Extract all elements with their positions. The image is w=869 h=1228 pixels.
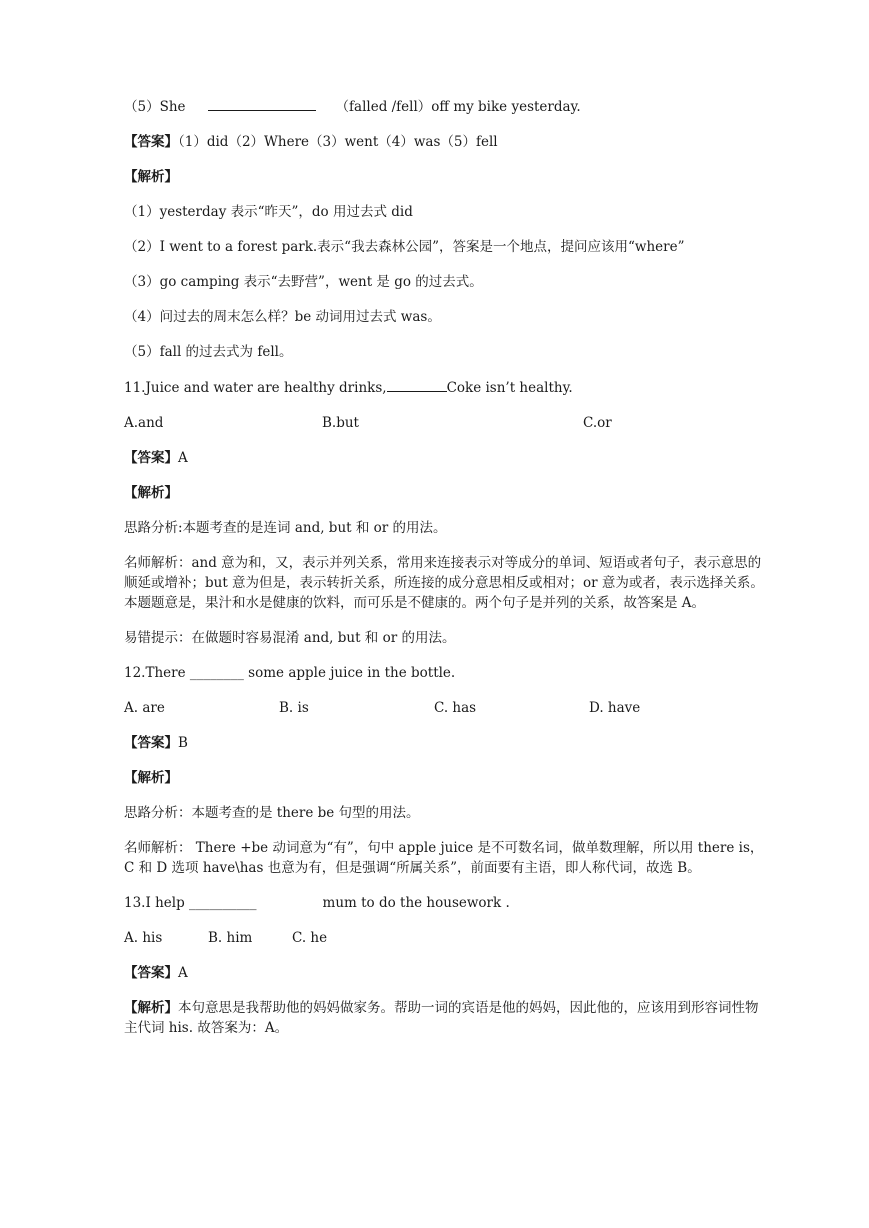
analysis-tag: 【解析】 — [124, 169, 178, 185]
answer-text: （1）did（2）Where（3）went（4）was（5）fell — [178, 134, 498, 150]
q12-analysis-1: 思路分析：本题考查的是 there be 句型的用法。 — [124, 805, 420, 821]
q11-analysis-2: 名师解析：and 意为和，又，表示并列关系，常用来连接表示对等成分的单词、短语或者句子，表示意思的顺延或增补；but 意为但是，表示转折关系，所连接的成分意思相反或相对；or 意为或者，表示选择关系。本题题意是，果汁和水是健康的饮料，而可乐是不健康的。两个句子是并列的关系，故答案是 A。 — [124, 555, 764, 611]
q12-options — [124, 698, 764, 718]
answer-tag: 【答案】 — [124, 965, 178, 981]
option-c[interactable]: C. has — [434, 700, 477, 716]
q12-stem: 12.There ________ some apple juice in the bottle. — [124, 665, 456, 681]
q10-analysis-line-4: （4）问过去的周末怎么样？be 动词用过去式 was。 — [124, 309, 441, 325]
option-c[interactable]: C. he — [292, 930, 328, 946]
q10-analysis-line-3: （3）go camping 表示“去野营”，went 是 go 的过去式。 — [124, 274, 483, 290]
option-d[interactable]: D. have — [589, 700, 641, 716]
document-page — [124, 96, 764, 1053]
q13-stem-before: 13.I help __________ — [124, 895, 257, 911]
analysis-tag: 【解析】 — [124, 1000, 178, 1016]
q13-options — [124, 928, 764, 948]
q10-analysis-line-5: （5）fall 的过去式为 fell。 — [124, 344, 293, 360]
answer-text: B — [178, 735, 188, 751]
q11-analysis-3: 易错提示：在做题时容易混淆 and, but 和 or 的用法。 — [124, 630, 456, 646]
q13-stem-after: mum to do the housework . — [322, 895, 510, 911]
q11-answer — [124, 448, 764, 468]
option-a[interactable]: A.and — [124, 415, 164, 431]
q12-analysis-2: 名师解析： There +be 动词意为“有”，句中 apple juice 是不可数名词，做单数理解，所以用 there is，C 和 D 选项 have\has 也意为有，但是强调“所属关系”，前面要有主语，即人称代词，故选 B。 — [124, 840, 764, 876]
q12-answer — [124, 733, 764, 753]
option-b[interactable]: B. him — [208, 930, 253, 946]
q11-analysis-1: 思路分析:本题考查的是连词 and, but 和 or 的用法。 — [124, 520, 447, 536]
q11-options — [124, 413, 764, 433]
option-a[interactable]: A. are — [124, 700, 165, 716]
answer-text: A — [178, 450, 188, 466]
q10-analysis-line-1: （1）yesterday 表示“昨天”，do 用过去式 did — [124, 204, 413, 220]
q10-item-5 — [124, 96, 764, 117]
q13-stem — [124, 893, 764, 913]
answer-tag: 【答案】 — [124, 450, 178, 466]
option-a[interactable]: A. his — [124, 930, 163, 946]
fill-blank[interactable] — [208, 96, 316, 111]
q10-item-5-prefix: （5）She — [124, 99, 186, 115]
analysis-tag: 【解析】 — [124, 770, 178, 786]
q11-stem-after: Coke isn’t healthy. — [446, 380, 573, 396]
q10-analysis-line-2: （2）I went to a forest park.表示“我去森林公园”，答案是一个地点，提问应该用“where” — [124, 239, 685, 255]
fill-blank[interactable] — [387, 377, 447, 392]
q13-answer — [124, 963, 764, 983]
option-b[interactable]: B. is — [279, 700, 309, 716]
answer-tag: 【答案】 — [124, 134, 178, 150]
option-b[interactable]: B.but — [322, 415, 359, 431]
q11-stem — [124, 377, 764, 398]
q10-item-5-suffix: （falled /fell）off my bike yesterday. — [335, 99, 581, 115]
analysis-tag: 【解析】 — [124, 485, 178, 501]
analysis-text: 本句意思是我帮助他的妈妈做家务。帮助一词的宾语是他的妈妈，因此他的，应该用到形容词性物主代词 his. 故答案为：A。 — [124, 1000, 759, 1036]
answer-text: A — [178, 965, 188, 981]
q10-answer — [124, 132, 764, 152]
option-c[interactable]: C.or — [583, 415, 612, 431]
q13-analysis — [124, 998, 764, 1038]
answer-tag: 【答案】 — [124, 735, 178, 751]
q11-stem-before: 11.Juice and water are healthy drinks, — [124, 380, 387, 396]
